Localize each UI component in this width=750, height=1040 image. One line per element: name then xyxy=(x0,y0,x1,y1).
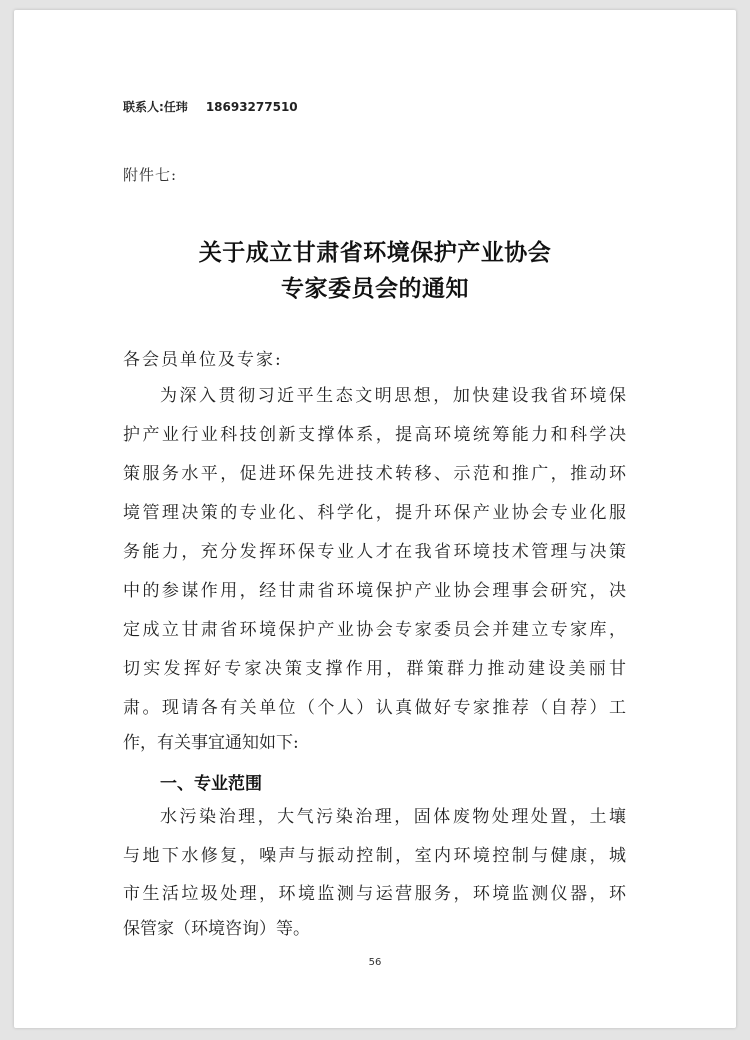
paragraph-1-line: 境管理决策的专业化、科学化，提升环保产业协会专业化服 xyxy=(123,503,626,523)
paragraph-2-line: 水污染治理，大气污染治理，固体废物处理处置，土壤 xyxy=(160,807,626,827)
attachment-label: 附件七: xyxy=(123,166,178,184)
page-number: 56 xyxy=(368,957,382,968)
salutation: 各会员单位及专家: xyxy=(123,350,283,370)
paragraph-1-line: 作，有关事宜通知如下: xyxy=(123,733,299,753)
contact-info xyxy=(123,98,298,115)
contact-label: 联系人:任玮 xyxy=(123,100,188,114)
paragraph-1-line: 定成立甘肃省环境保护产业协会专家委员会并建立专家库， xyxy=(123,620,626,640)
document-page xyxy=(14,10,736,1028)
paragraph-1-line: 护产业行业科技创新支撑体系，提高环境统筹能力和科学决 xyxy=(123,425,626,445)
document-title-line-1: 关于成立甘肃省环境保护产业协会 xyxy=(198,240,552,266)
paragraph-1-line: 中的参谋作用，经甘肃省环境保护产业协会理事会研究，决 xyxy=(123,581,626,601)
contact-phone: 18693277510 xyxy=(205,100,298,114)
paragraph-1-line: 切实发挥好专家决策支撑作用，群策群力推动建设美丽甘 xyxy=(123,659,626,679)
paragraph-1-line: 肃。现请各有关单位（个人）认真做好专家推荐（自荐）工 xyxy=(123,698,626,718)
paragraph-2-line: 市生活垃圾处理，环境监测与运营服务，环境监测仪器，环 xyxy=(123,884,626,904)
paragraph-1-line: 为深入贯彻习近平生态文明思想，加快建设我省环境保 xyxy=(160,386,626,406)
paragraph-2-line: 与地下水修复，噪声与振动控制，室内环境控制与健康，城 xyxy=(123,846,626,866)
paragraph-1-line: 策服务水平，促进环保先进技术转移、示范和推广，推动环 xyxy=(123,464,626,484)
section-heading: 一、专业范围 xyxy=(160,774,262,794)
paragraph-1-line: 务能力，充分发挥环保专业人才在我省环境技术管理与决策 xyxy=(123,542,626,562)
document-title-line-2: 专家委员会的通知 xyxy=(281,276,469,302)
paragraph-2-line: 保管家（环境咨询）等。 xyxy=(123,919,310,939)
